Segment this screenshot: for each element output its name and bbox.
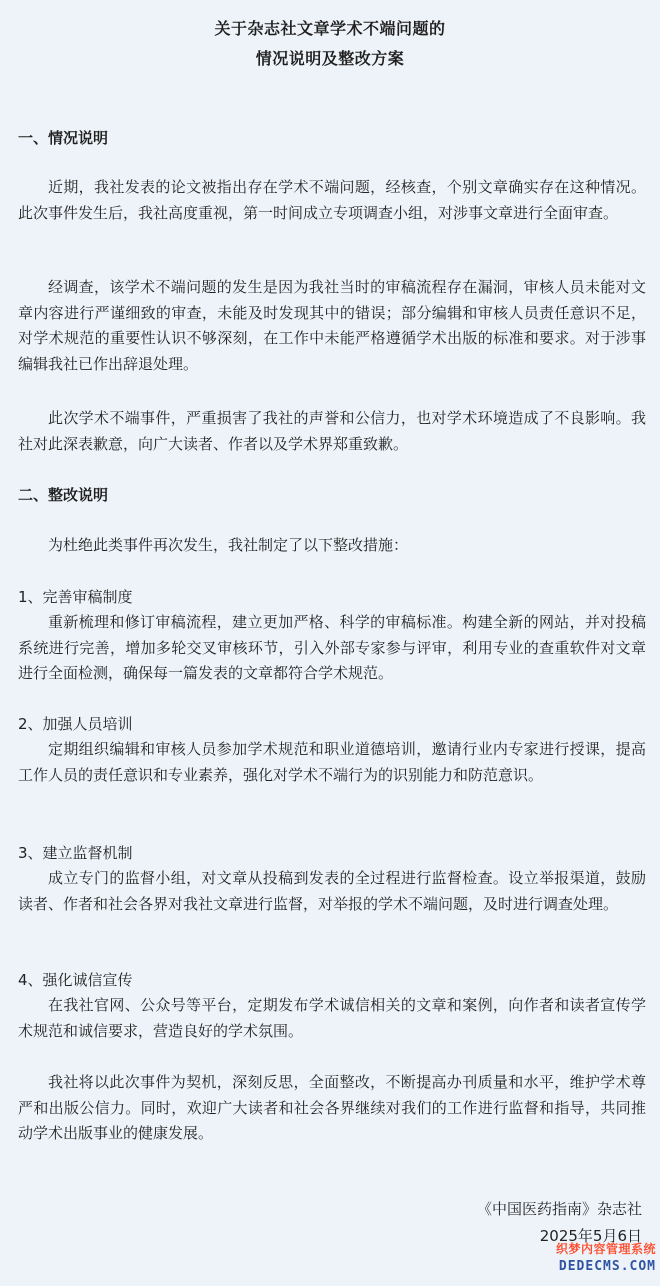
measure-1-text: 重新梳理和修订审稿流程，建立更加严格、科学的审稿标准。构建全新的网站，并对投稿系统进行完善，增加多轮交叉审核环节，引入外部专家参与评审，利用专业的查重软件对文章进行全面检测，确保每一篇发表的文章都符合学术规范。 (18, 613, 646, 682)
document-title-line1: 关于杂志社文章学术不端问题的 (214, 19, 446, 38)
watermark-line1: 织梦内容管理系统 (555, 1242, 656, 1256)
section1-paragraph-1: 近期，我社发表的论文被指出存在学术不端问题，经核查，个别文章确实存在这种情况。此次事件发生后，我社高度重视，第一时间成立专项调查小组，对涉事文章进行全面审查。 (18, 178, 646, 222)
section2-heading: 二、整改说明 (18, 486, 109, 504)
section2-intro: 为杜绝此类事件再次发生，我社制定了以下整改措施： (48, 536, 409, 554)
section1-paragraph-2: 经调查，该学术不端问题的发生是因为我社当时的审稿流程存在漏洞，审核人员未能对文章内容进行严谨细致的审查，未能及时发现其中的错误；部分编辑和审核人员责任意识不足，对学术规范的重要性认识不够深刻，在工作中未能严格遵循学术出版的标准和要求。对于涉事编辑我社已作出辞退处理。 (18, 278, 646, 373)
measure-2-title: 2、加强人员培训 (18, 715, 133, 733)
signature-date: 2025年5月6日 (539, 1227, 642, 1245)
measure-3-text: 成立专门的监督小组，对文章从投稿到发表的全过程进行监督检查。设立举报渠道，鼓励读者、作者和社会各界对我社文章进行监督，对举报的学术不端问题，及时进行调查处理。 (18, 869, 646, 913)
document-title-line2: 情况说明及整改方案 (255, 49, 405, 68)
measure-4-text: 在我社官网、公众号等平台，定期发布学术诚信相关的文章和案例，向作者和读者宣传学术规范和诚信要求，营造良好的学术氛围。 (18, 996, 646, 1040)
section1-paragraph-3: 此次学术不端事件，严重损害了我社的声誉和公信力，也对学术环境造成了不良影响。我社对此深表歉意，向广大读者、作者以及学术界郑重致歉。 (18, 409, 646, 453)
closing-paragraph: 我社将以此次事件为契机，深刻反思，全面整改，不断提高办刊质量和水平，维护学术尊严和出版公信力。同时，欢迎广大读者和社会各界继续对我们的工作进行监督和指导，共同推动学术出版事业的健康发展。 (18, 1073, 646, 1142)
measure-1-title: 1、完善审稿制度 (18, 588, 133, 606)
signature-org: 《中国医药指南》杂志社 (476, 1200, 642, 1218)
site-watermark (538, 1240, 656, 1282)
measure-4-title: 4、强化诚信宣传 (18, 971, 133, 989)
section1-heading: 一、情况说明 (18, 129, 109, 147)
measure-3-title: 3、建立监督机制 (18, 844, 133, 862)
watermark-line2: DEDECMS.COM (558, 1259, 656, 1274)
measure-2-text: 定期组织编辑和审核人员参加学术规范和职业道德培训，邀请行业内专家进行授课，提高工作人员的责任意识和专业素养，强化对学术不端行为的识别能力和防范意识。 (18, 740, 646, 784)
